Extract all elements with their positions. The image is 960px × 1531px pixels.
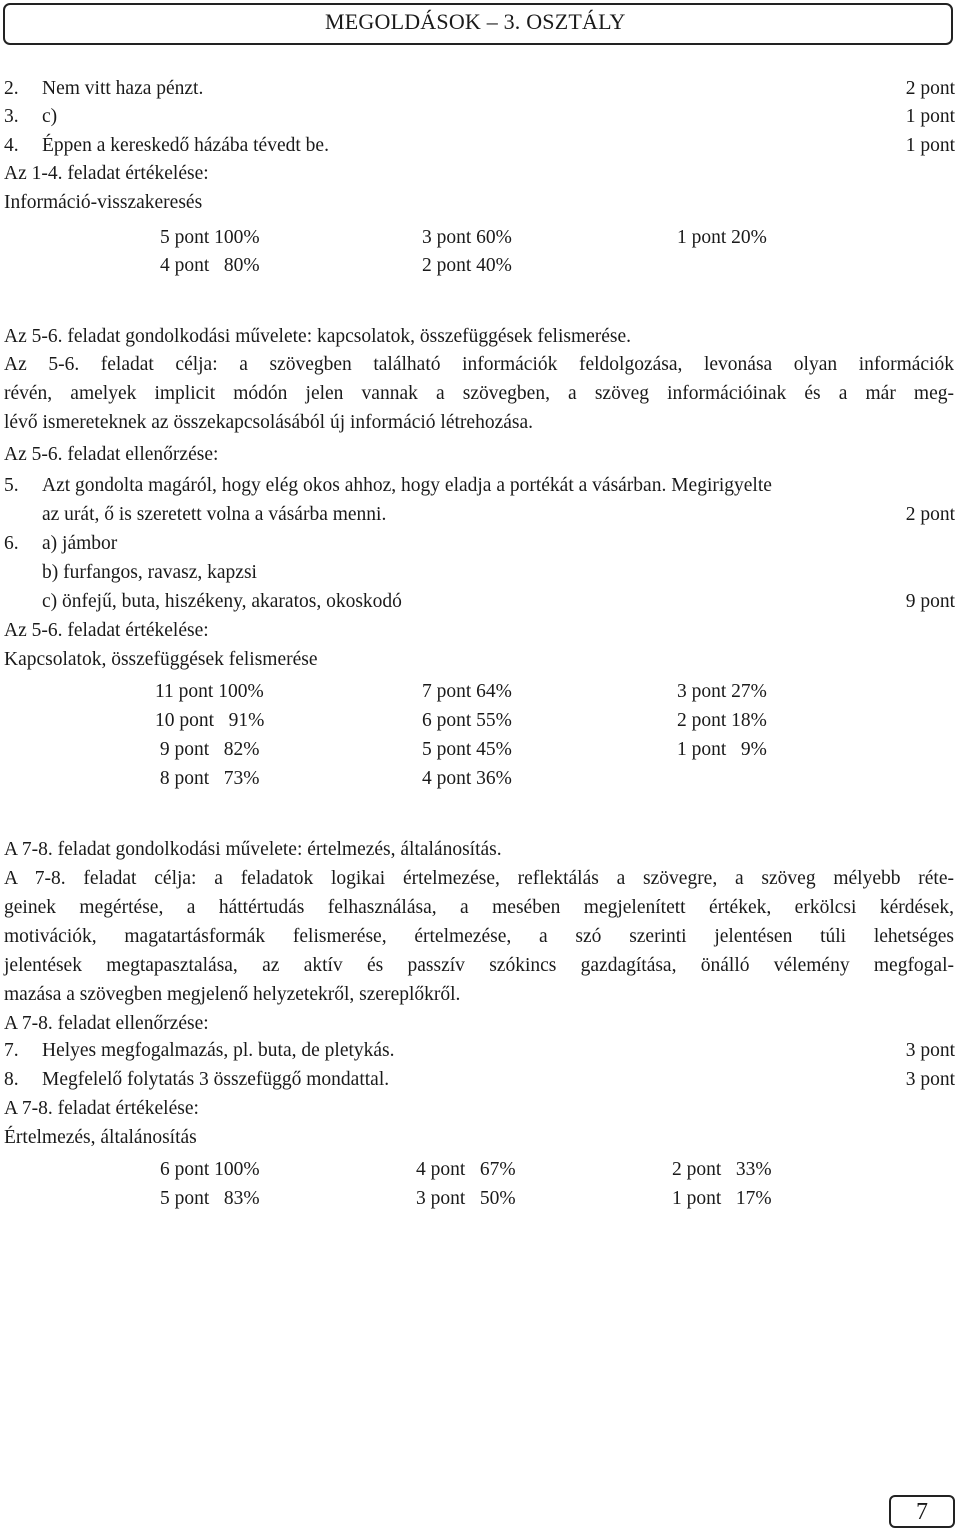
page-number: 7 (889, 1495, 955, 1528)
goal-paragraph (4, 864, 954, 1009)
score-cell: 1 pont 17% (672, 1188, 772, 1209)
answer-item-2 (4, 78, 203, 100)
score-cell: 4 pont 80% (160, 255, 260, 276)
paragraph-line: lévő ismereteknek az összekapcsolásából új információ létrehozása. (4, 412, 533, 433)
score-cell: 6 pont 55% (422, 710, 512, 731)
item-points: 2 pont (905, 504, 955, 525)
score-cell: 3 pont 27% (677, 681, 767, 702)
item-text-c: c) önfejű, buta, hiszékeny, akaratos, okoskodó (42, 591, 402, 612)
item-points: 1 pont (905, 106, 955, 127)
score-cell: 6 pont 100% (160, 1159, 260, 1180)
answer-item-6 (4, 533, 117, 555)
answer-item-5 (4, 475, 954, 497)
paragraph-line: jelentések megtapasztalása, az aktív és passzív szókincs gazdagítása, önálló vélemény megfogal- (4, 955, 954, 976)
check-label: Az 5-6. feladat ellenőrzése: (4, 444, 219, 465)
item-points: 3 pont (905, 1069, 955, 1090)
answer-item-8 (4, 1069, 389, 1091)
skill-line: A 7-8. feladat gondolkodási művelete: értelmezés, általánosítás. (4, 839, 502, 860)
page-title: MEGOLDÁSOK – 3. OSZTÁLY (325, 9, 626, 34)
item-text-b: b) furfangos, ravasz, kapzsi (42, 562, 257, 583)
answer-item-3 (4, 106, 57, 128)
item-number: 2. (4, 78, 19, 99)
eval-label: Az 5-6. feladat értékelése: (4, 620, 209, 641)
item-points: 3 pont (905, 1040, 955, 1061)
skill-line: Az 5-6. feladat gondolkodási művelete: kapcsolatok, összefüggések felismerése. (4, 326, 632, 347)
item-points: 9 pont (905, 591, 955, 612)
score-cell: 3 pont 60% (422, 227, 512, 248)
item-text: Éppen a kereskedő házába tévedt be. (42, 135, 329, 156)
score-cell: 4 pont 67% (416, 1159, 516, 1180)
check-label: A 7-8. feladat ellenőrzése: (4, 1013, 209, 1034)
eval-label: A 7-8. feladat értékelése: (4, 1098, 199, 1119)
paragraph-line: mazása a szövegben megjelenő helyzetekről, szereplőkről. (4, 984, 461, 1005)
item-points: 2 pont (905, 78, 955, 99)
answer-item-4 (4, 135, 329, 157)
item-text: a) jámbor (42, 533, 118, 554)
score-cell: 2 pont 33% (672, 1159, 772, 1180)
eval-skill: Információ-visszakeresés (4, 192, 203, 213)
item-number: 7. (4, 1040, 19, 1061)
item-text: Helyes megfogalmazás, pl. buta, de pletykás. (42, 1040, 395, 1061)
score-cell: 5 pont 83% (160, 1188, 260, 1209)
item-number: 8. (4, 1069, 19, 1090)
item-points: 1 pont (905, 135, 955, 156)
eval-skill: Kapcsolatok, összefüggések felismerése (4, 649, 318, 670)
item-text-continued: az urát, ő is szeretett volna a vásárba menni. (42, 504, 387, 525)
item-text: Megfelelő folytatás 3 összefüggő mondattal. (42, 1069, 390, 1090)
score-cell: 3 pont 50% (416, 1188, 516, 1209)
score-cell: 10 pont 91% (155, 710, 265, 731)
goal-paragraph (4, 350, 954, 437)
paragraph-line: Az 5-6. feladat célja: a szövegben található információk feldolgozása, levonása olyan információk (4, 354, 954, 375)
score-cell: 5 pont 45% (422, 739, 512, 760)
paragraph-line: motivációk, magatartásformák felismerése, értelmezése, a szó szerinti jelentésen túli lehetséges (4, 926, 954, 947)
item-text: Azt gondolta magáról, hogy elég okos ahhoz, hogy eladja a portékát a vásárban. Megirigyelte (42, 475, 772, 496)
score-cell: 5 pont 100% (160, 227, 260, 248)
item-text: Nem vitt haza pénzt. (42, 78, 204, 99)
score-cell: 2 pont 40% (422, 255, 512, 276)
item-number: 3. (4, 106, 19, 127)
answer-item-7 (4, 1040, 395, 1062)
paragraph-line: A 7-8. feladat célja: a feladatok logikai értelmezése, reflektálás a szövegre, a szöveg mélyebb réte- (4, 868, 954, 889)
score-cell: 1 pont 20% (677, 227, 767, 248)
score-cell: 7 pont 64% (422, 681, 512, 702)
score-cell: 11 pont 100% (155, 681, 264, 702)
item-number: 4. (4, 135, 19, 156)
score-cell: 1 pont 9% (677, 739, 767, 760)
score-cell: 8 pont 73% (155, 768, 260, 789)
paragraph-line: révén, amelyek implicit módón jelen vannak a szövegben, a szöveg információinak és a már meg- (4, 383, 954, 404)
item-text: c) (42, 106, 58, 127)
eval-skill: Értelmezés, általánosítás (4, 1127, 197, 1148)
eval-label: Az 1-4. feladat értékelése: (4, 163, 209, 184)
score-cell: 2 pont 18% (677, 710, 767, 731)
item-number: 6. (4, 533, 19, 554)
paragraph-line: geinek megértése, a háttértudás felhasználása, a mesében megjelenített értékek, erkölcsi kérdések, (4, 897, 954, 918)
item-number: 5. (4, 475, 19, 496)
score-cell: 9 pont 82% (155, 739, 260, 760)
score-cell: 4 pont 36% (422, 768, 512, 789)
